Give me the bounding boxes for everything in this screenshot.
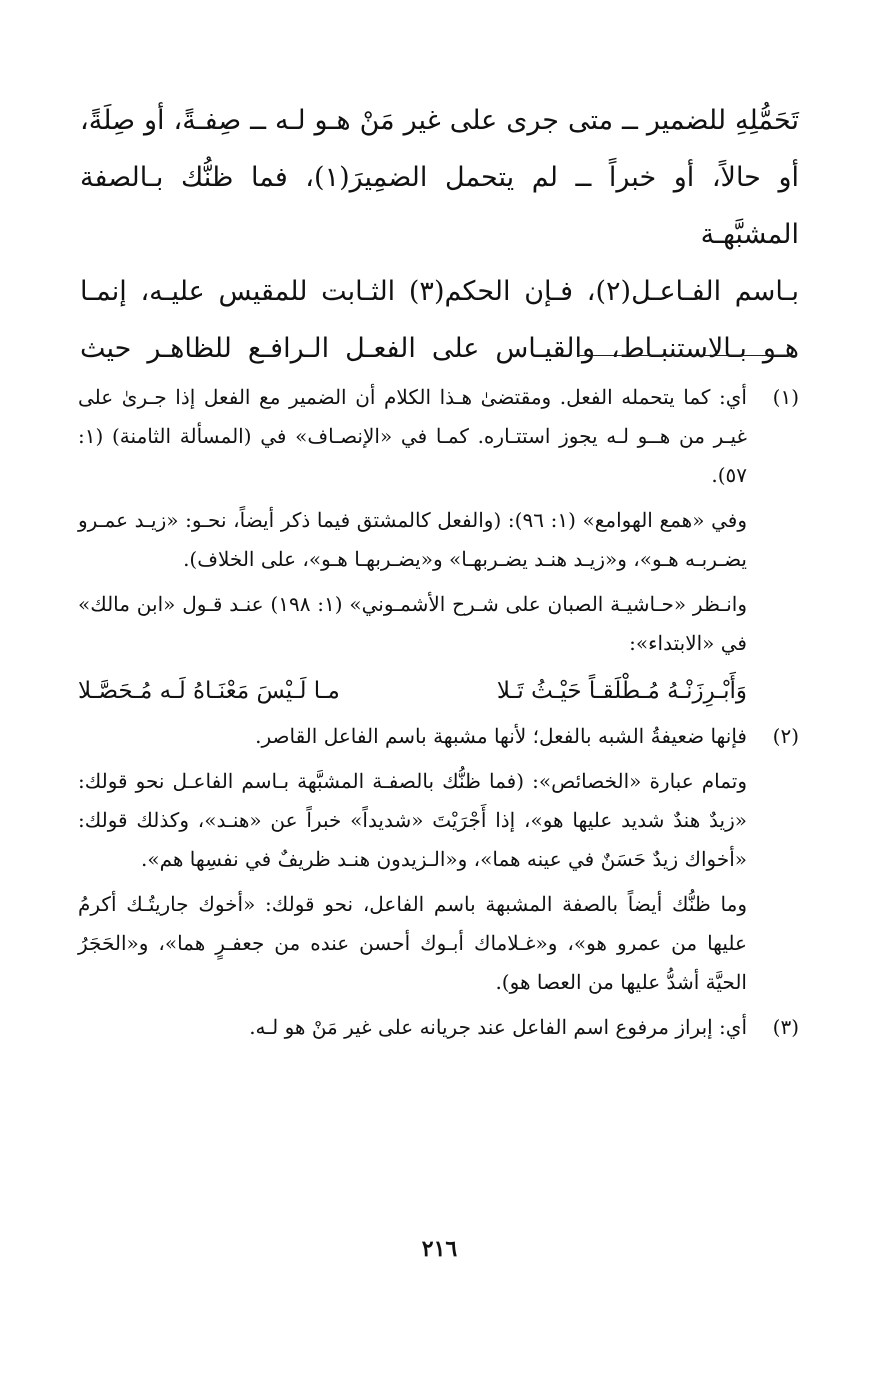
main-line: هـو بـالاستنبـاط، والقيـاس على الفعـل الـرافـع للظاهـر حيث — [80, 333, 799, 364]
footnotes — [78, 378, 799, 1053]
footnote-number: (٢) — [772, 724, 799, 748]
main-line: أو حالاً، أو خبراً ــ لم يتحمل الضمِيرَ(١)، فما ظنُّك بـالصفة المشبَّهـة — [80, 162, 799, 250]
main-line: تَحَمُّلِهِ للضمير ــ متى جرى على غير مَنْ هـو لـه ــ صِفـةً، أو صِلَةً، — [80, 105, 799, 136]
verse-second-hemistich: مـا لَـيْسَ مَعْنَـاهُ لَـه مُـحَصَّـلا — [78, 678, 340, 704]
footnote-paragraph: فإنها ضعيفةُ الشبه بالفعل؛ لأنها مشبهة باسم الفاعل القاصر. — [255, 724, 747, 748]
footnote-paragraph: وما ظنُّك أيضاً بالصفة المشبهة باسم الفاعل، نحو قولك: «أخوك جاريتُـك أكرمُ عليها من عمرو هو»، و«غـلاماك أبـوك أحسن عنده من جعفـرٍ هما»، و«الحَجَرُ الحيَّة أشدُّ عليها من العصا هو). — [78, 892, 747, 994]
main-text — [80, 92, 799, 377]
verse-first-hemistich: وَأَبْـرِزَنْـهُ مُـطْلَقـاً حَيْـثُ تَـلا — [496, 678, 747, 704]
footnote-paragraph: أي: كما يتحمله الفعل. ومقتضىٰ هـذا الكلام أن الضمير مع الفعل إذا جـرىٰ على غيـر من هــو لـه يجوز استتـاره. كمـا في «الإنصـاف» في (المسألة الثامنة) (١: ٥٧). — [78, 385, 747, 487]
footnote-1 — [78, 378, 799, 713]
footnote-divider — [577, 355, 797, 356]
footnote-number: (٣) — [772, 1015, 799, 1039]
footnote-paragraph: وانـظر «حـاشيـة الصبان على شـرح الأشمـوني» (١: ١٩٨) عنـد قـول «ابن مالك» في «الابتداء»: — [78, 592, 747, 655]
footnote-paragraph: وتمام عبارة «الخصائص»: (فما ظنُّك بالصفـة المشبَّهة بـاسم الفاعـل نحو قولك: «زيدٌ هندٌ شديد عليها هو»، إذا أَجْرَيْتَ «شديداً» خبراً عن «هنـد»، وكذلك قولك: «أخواك زيدٌ حَسَنٌ في عينه هما»، و«الـزيدون هنـد ظريفٌ في نفسِها هم». — [78, 769, 747, 871]
footnote-number: (١) — [772, 385, 799, 409]
footnote-paragraph: وفي «همع الهوامع» (١: ٩٦): (والفعل كالمشتق فيما ذكر أيضاً، نحـو: «زيـد عمـرو يضـربـه هـو»، و«زيـد هنـد يضـربهـا» و«يضـربهـا هـو»، على الخلاف). — [78, 508, 747, 571]
footnote-3 — [78, 1008, 799, 1047]
footnote-paragraph: أي: إبراز مرفوع اسم الفاعل عند جريانه على غير مَنْ هو لـه. — [249, 1015, 747, 1039]
footnote-2 — [78, 717, 799, 1002]
main-line: بـاسم الفـاعـل(٢)، فـإن الحكم(٣) الثـابت للمقيس عليـه، إنمـا — [80, 276, 800, 307]
page-number: ٢١٦ — [421, 1236, 458, 1262]
verse-line — [78, 669, 747, 713]
